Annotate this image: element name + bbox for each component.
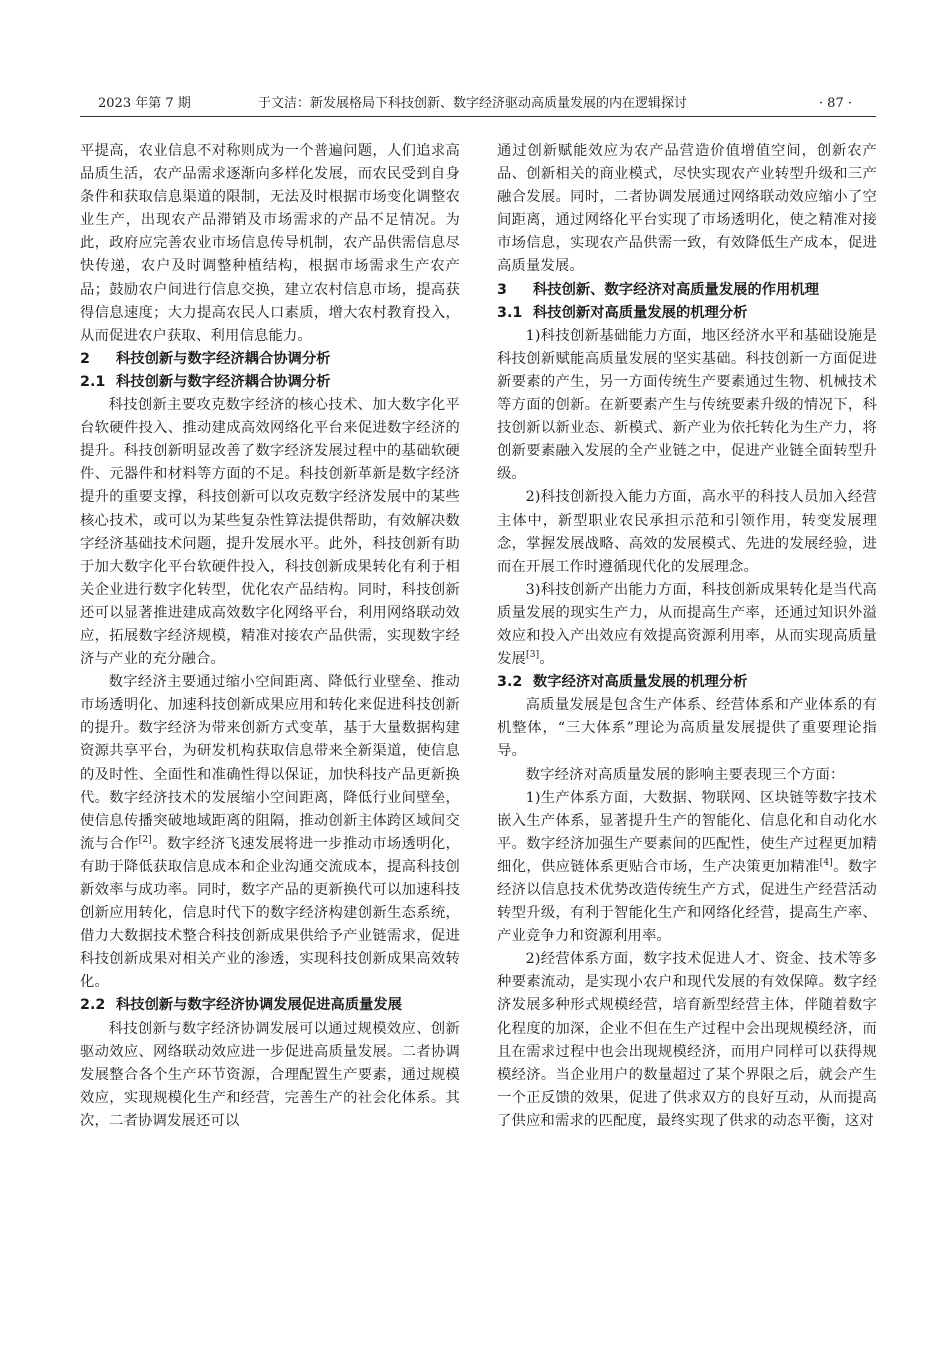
paragraph: [80, 671, 460, 994]
paragraph: 高质量发展是包含生产体系、经营体系和产业体系的有机整体，“三大体系”理论为高质量发展提供了重要理论指导。: [497, 697, 877, 760]
page-number: · 87 ·: [818, 96, 852, 111]
subsection-3-2-heading: [497, 671, 877, 694]
paragraph: 数字经济对高质量发展的影响主要表现三个方面：: [525, 766, 845, 783]
paragraph-text: 。: [539, 651, 554, 668]
citation-ref: [2]: [138, 835, 153, 846]
subsection-2-1-heading: [80, 371, 460, 394]
subsection-title: 科技创新与数字经济耦合协调分析: [116, 373, 331, 390]
paragraph: [497, 579, 877, 671]
right-column: [497, 140, 877, 1133]
subsection-number: 2.1: [80, 373, 106, 390]
paragraph: 1)科技创新基础能力方面，地区经济水平和基础设施是科技创新赋能高质量发展的坚实基础。科技创新一方面促进新要素的产生，另一方面传统生产要素通过生物、机械技术等方面的创新。在新要素产生与传统要素升级的情况下，科技创新以新业态、新模式、新产业为依托转化为生产力，将创新要素融入发展的全产业链之中，促进产业链全面转型升级。: [497, 327, 877, 483]
paragraph-continued: 通过创新赋能效应为农产品营造价值增值空间，创新农产品、创新相关的商业模式，尽快实现农产业转型升级和三产融合发展。同时，二者协调发展通过网络联动效应缩小了空间距离，通过网络化平台实现了市场透明化，使之精准对接市场信息，实现农产品供需一致，有效降低生产成本，促进高质量发展。: [497, 143, 877, 275]
section-title: 科技创新与数字经济耦合协调分析: [116, 350, 331, 367]
section-number: 2: [80, 350, 90, 367]
running-header: [80, 92, 876, 117]
subsection-title: 科技创新对高质量发展的机理分析: [533, 304, 748, 321]
journal-issue: 2023 年第 7 期: [98, 96, 191, 111]
subsection-2-2-heading: [80, 994, 460, 1017]
article-running-title: 于文洁：新发展格局下科技创新、数字经济驱动高质量发展的内在逻辑探讨: [258, 96, 688, 111]
subsection-title: 科技创新与数字经济协调发展促进高质量发展: [116, 997, 402, 1014]
citation-ref: [3]: [526, 650, 540, 661]
paragraph: 科技创新主要攻克数字经济的核心技术、加大数字化平台软硬件投入、推动建成高效网络化平台来促进数字经济的提升。科技创新明显改善了数字经济发展过程中的基础软硬件、元器件和材料等方面的不足。科技创新革新是数字经济提升的重要支撑，科技创新可以攻克数字经济发展中的某些核心技术，或可以为某些复杂性算法提供帮助，有效解决数字经济基础技术问题，提升发展水平。此外，科技创新有助于加大数字化平台软硬件投入，科技创新成果转化有利于相关企业进行数字化转型，优化农产品结构。同时，科技创新还可以显著推进建成高效数字化网络平台，利用网络联动效应，拓展数字经济规模，精准对接农产品供需，实现数字经济与产业的充分融合。: [80, 397, 460, 668]
paragraph-text: 。数字经济以信息技术优势改造传统生产方式，促进生产经营活动转型升级，有利于智能化生产和网络化经营，提高生产率、产业竞争力和资源利用率。: [497, 858, 877, 945]
paragraph: 2)科技创新投入能力方面，高水平的科技人员加入经营主体中，新型职业农民承担示范和引领作用，转变发展理念，掌握发展战略、高效的发展模式、先进的发展经验，进而在开展工作时遵循现代化的发展理念。: [497, 489, 877, 575]
paragraph: [497, 787, 877, 949]
paragraph-text: 数字经济主要通过缩小空间距离、降低行业壁垒、推动市场透明化、加速科技创新成果应用和转化来促进科技创新的提升。数字经济为带来创新方式变革，基于大量数据构建资源共享平台，为研发机构获取信息带来全新渠道，使信息的及时性、全面性和准确性得以保证，加快科技产品更新换代。数字经济技术的发展缩小空间距离，降低行业间壁垒，使信息传播突破地域距离的阻隔，推动创新主体跨区域间交流与合作: [80, 674, 460, 852]
subsection-number: 3.1: [497, 304, 523, 321]
subsection-number: 2.2: [80, 997, 106, 1014]
paragraph-text: 3)科技创新产出能力方面，科技创新成果转化是当代高质量发展的现实生产力，从而提高生产率，还通过知识外溢效应和投入产出效应有效提高资源利用率，从而实现高质量发展: [497, 581, 877, 668]
section-number: 3: [497, 281, 507, 298]
paragraph-text: 1)生产体系方面，大数据、物联网、区块链等数字技术嵌入生产体系，显著提升生产的智能化、信息化和自动化水平。数字经济加强生产要素间的匹配性，使生产过程更加精细化，供应链体系更贴合市场，生产决策更加精准: [497, 789, 877, 875]
paragraph: 科技创新与数字经济协调发展可以通过规模效应、创新驱动效应、网络联动效应进一步促进高质量发展。二者协调发展整合各个生产环节资源，合理配置生产要素，通过规模效应，实现规模化生产和经营，完善生产的社会化体系。其次，二者协调发展还可以: [80, 1020, 460, 1129]
section-title: 科技创新、数字经济对高质量发展的作用机理: [533, 281, 819, 298]
subsection-3-1-heading: [497, 302, 877, 325]
paragraph: 2)经营体系方面，数字技术促进人才、资金、技术等多种要素流动，是实现小农户和现代发展的有效保障。数字经济发展多种形式规模经营，培育新型经营主体，伴随着数字化程度的加深，企业不但在生产过程中会出现规模经济，而且在需求过程中也会出现规模经济，而用户同样可以获得规模经济。当企业用户的数量超过了某个界限之后，就会产生一个正反馈的效果，促进了供求双方的良好互动，从而提高了供应和需求的匹配度，最终实现了供求的动态平衡，这对: [497, 951, 877, 1129]
citation-ref: [4]: [819, 858, 833, 869]
section-3-heading: [497, 279, 877, 302]
subsection-number: 3.2: [497, 674, 523, 691]
paragraph-text: 。数字经济飞速发展将进一步推动市场透明化，有助于降低获取信息成本和企业沟通交流成本，提高科技创新效率与成功率。同时，数字产品的更新换代可以加速科技创新应用转化，信息时代下的数字经济构建创新生态系统，借力大数据技术整合科技创新成果供给予产业链需求，促进科技创新成果对相关产业的渗透，实现科技创新成果高效转化。: [80, 835, 460, 991]
section-2-heading: [80, 348, 460, 371]
subsection-title: 数字经济对高质量发展的机理分析: [533, 674, 748, 691]
left-column: [80, 140, 460, 1133]
paragraph-continued: 平提高，农业信息不对称则成为一个普遍问题，人们追求高品质生活，农产品需求逐渐向多样化发展，而农民受到自身条件和获取信息渠道的限制，无法及时根据市场变化调整农业生产，出现农产品滞销及市场需求的产品不足情况。为此，政府应完善农业市场信息传导机制，农产品供需信息尽快传递，农户及时调整种植结构，根据市场需求生产农产品；鼓励农户间进行信息交换，建立农村信息市场，提高获得信息速度；大力提高农民人口素质，增大农村教育投入，从而促进农户获取、利用信息能力。: [80, 143, 460, 344]
